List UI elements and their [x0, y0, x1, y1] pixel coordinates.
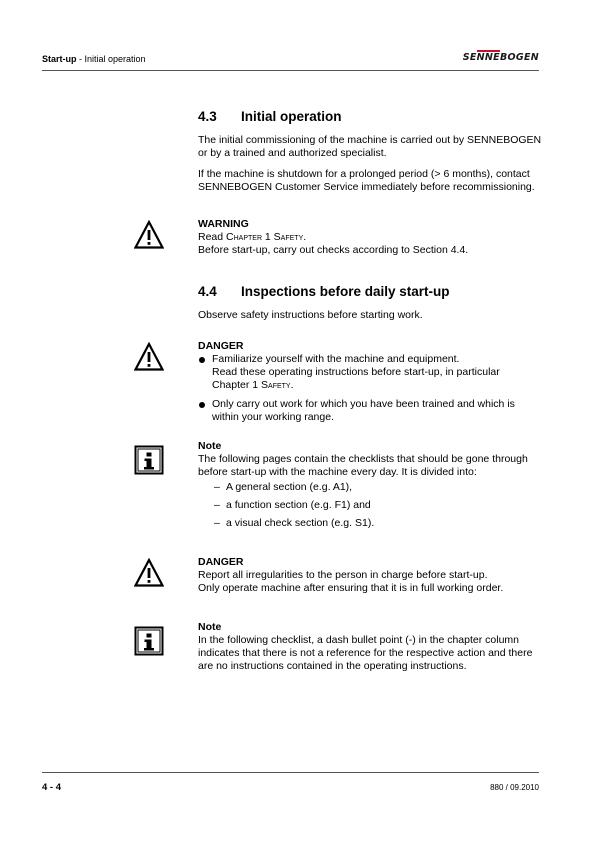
list-item: – A general section (e.g. A1),: [198, 481, 543, 494]
warning-triangle-icon: [134, 342, 164, 372]
paragraph: If the machine is shutdown for a prolonged period (> 6 months), contact SENNEBOGEN Customer Service immediately before recommissioning.: [198, 168, 535, 193]
warning-triangle-icon: [134, 220, 164, 250]
dash-list: [198, 481, 543, 530]
danger-label: DANGER: [198, 556, 244, 568]
header-section: Start-up: [42, 54, 77, 64]
page-content: [198, 108, 543, 689]
chapter-reference: Safety: [261, 379, 291, 391]
warning-line: Read Chapter 1 Safety.: [198, 231, 307, 243]
chapter-reference: Chapter 1 Safety: [226, 231, 304, 243]
warning-block: [198, 218, 543, 257]
note-text: In the following checklist, a dash bullet point (-) in the chapter column indicates that there is not a reference for the respective action and there are no instructions contained in the operating instructions.: [198, 634, 533, 672]
list-item: – a visual check section (e.g. S1).: [198, 517, 543, 530]
section-heading-4-4: [198, 283, 543, 301]
paragraph: The initial commissioning of the machine is carried out by SENNEBOGEN or by a trained and authorized specialist.: [198, 134, 542, 159]
section-title: Inspections before daily start-up: [241, 284, 450, 299]
danger-block: [198, 556, 543, 595]
note-block: [198, 621, 543, 673]
warning-label: WARNING: [198, 218, 249, 230]
document-reference: 880 / 09.2010: [490, 783, 539, 792]
list-item: Only carry out work for which you have been trained and which is within your working range.: [198, 398, 543, 424]
header-subsection: Initial operation: [84, 54, 146, 64]
warning-line: Before start-up, carry out checks according to Section 4.4.: [198, 244, 469, 256]
list-item: Familiarize yourself with the machine and equipment. Read these operating instructions before start-up, in particular Chapter 1 Safety.: [198, 353, 543, 392]
warning-triangle-icon: [134, 558, 164, 588]
danger-block: [198, 340, 543, 424]
section-number: 4.3: [198, 109, 217, 124]
list-item: – a function section (e.g. F1) and: [198, 499, 543, 512]
note-label: Note: [198, 440, 222, 452]
paragraph: Observe safety instructions before starting work.: [198, 309, 423, 321]
section-heading-4-3: [198, 108, 543, 126]
running-header: [42, 54, 146, 64]
bullet-list: [198, 353, 543, 424]
info-icon: [134, 626, 164, 656]
page-header: [42, 52, 539, 71]
page-number: 4 - 4: [42, 782, 62, 793]
page-footer: [42, 772, 539, 793]
note-block: [198, 440, 543, 530]
section-number: 4.4: [198, 284, 217, 299]
info-icon: [134, 445, 164, 475]
danger-label: DANGER: [198, 340, 244, 352]
danger-line: Only operate machine after ensuring that it is in full working order.: [198, 582, 504, 594]
header-separator: -: [76, 54, 85, 64]
section-title: Initial operation: [241, 109, 342, 124]
note-text: The following pages contain the checklists that should be gone through before start-up with the machine every day. It is divided into:: [198, 453, 528, 478]
note-label: Note: [198, 621, 222, 633]
danger-line: Report all irregularities to the person in charge before start-up.: [198, 569, 488, 581]
sennebogen-logo: SENNEBOGEN: [462, 52, 539, 63]
